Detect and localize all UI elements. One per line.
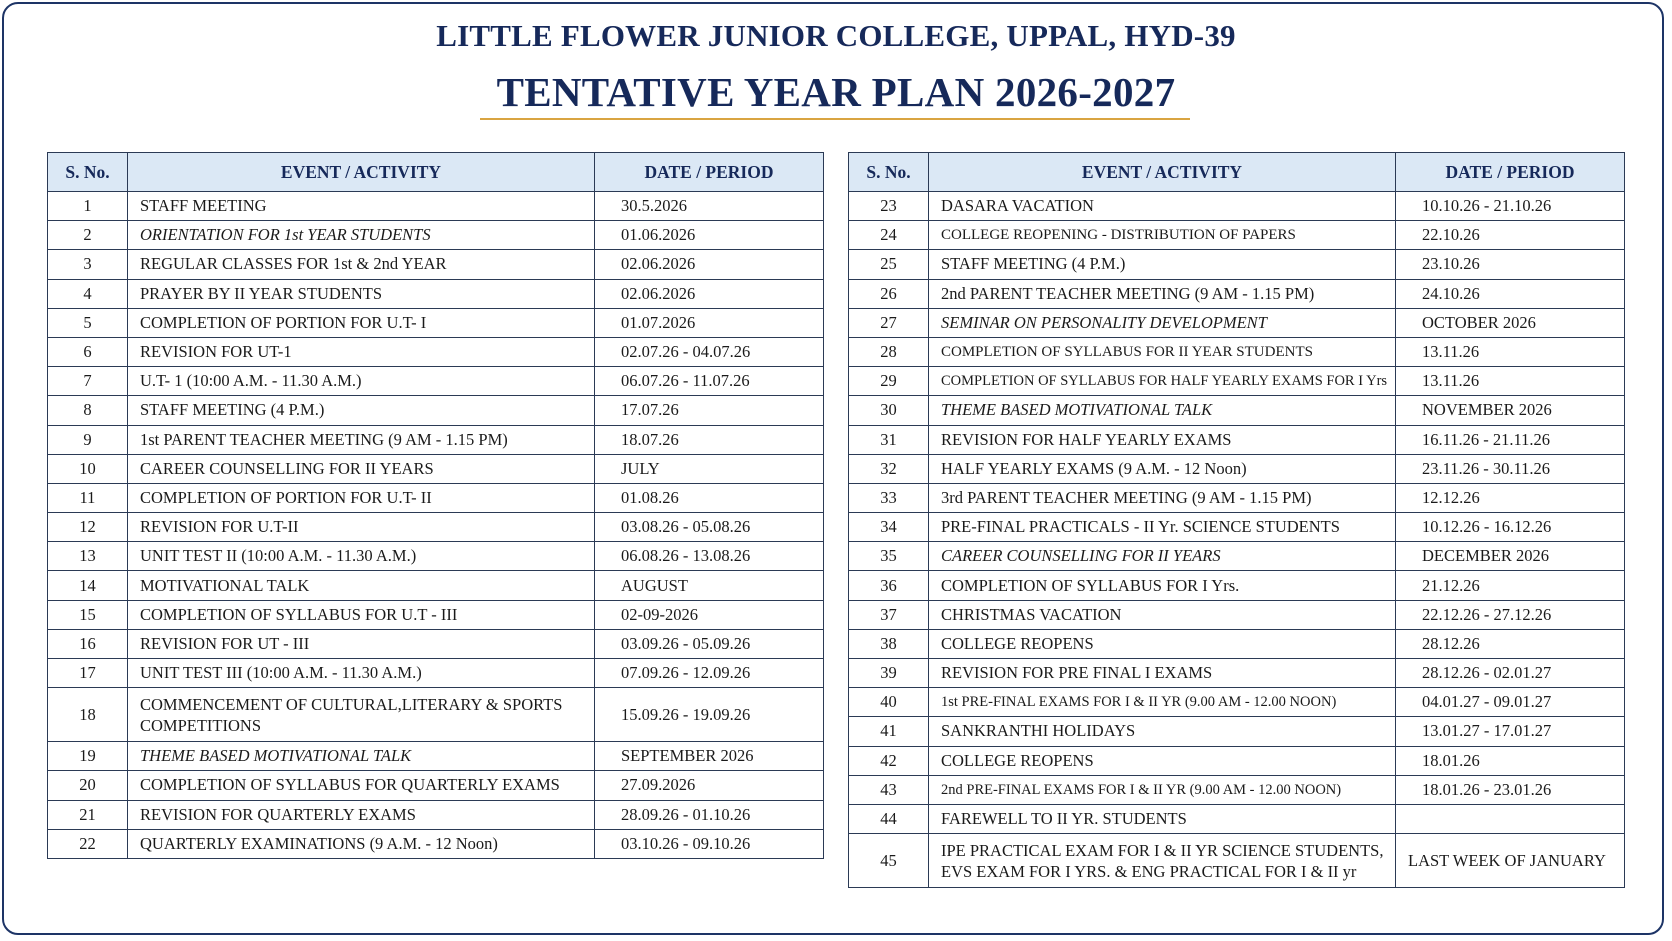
cell-event: COMPLETION OF SYLLABUS FOR HALF YEARLY EXAMS FOR I Yrs [929,367,1396,396]
cell-event: 1st PRE-FINAL EXAMS FOR I & II YR (9.00 AM - 12.00 NOON) [929,688,1396,717]
table-row [48,629,824,658]
cell-sno: 38 [849,629,929,658]
cell-sno: 39 [849,659,929,688]
cell-date: 15.09.26 - 19.09.26 [595,688,824,742]
cell-date: 06.07.26 - 11.07.26 [595,367,824,396]
cell-sno: 29 [849,367,929,396]
cell-sno: 42 [849,746,929,775]
page-title: TENTATIVE YEAR PLAN 2026-2027 [496,69,1176,115]
table-row [849,308,1625,337]
table-row [849,746,1625,775]
cell-date: 10.12.26 - 16.12.26 [1396,513,1625,542]
column-header-event: EVENT / ACTIVITY [128,153,595,192]
cell-event: FAREWELL TO II YR. STUDENTS [929,804,1396,833]
table-row [849,396,1625,425]
table-row [849,688,1625,717]
cell-event: STAFF MEETING (4 P.M.) [128,396,595,425]
cell-date: 01.06.2026 [595,221,824,250]
cell-sno: 30 [849,396,929,425]
table-row [48,279,824,308]
table-row [48,192,824,221]
cell-event: SEMINAR ON PERSONALITY DEVELOPMENT [929,308,1396,337]
table-row [849,659,1625,688]
table-row [849,221,1625,250]
cell-sno: 19 [48,742,128,771]
table-row [48,659,824,688]
cell-date: 06.08.26 - 13.08.26 [595,542,824,571]
cell-date: 02.07.26 - 04.07.26 [595,337,824,366]
cell-sno: 3 [48,250,128,279]
cell-event: COMMENCEMENT OF CULTURAL,LITERARY & SPORTS COMPETITIONS [128,688,595,742]
cell-event: CAREER COUNSELLING FOR II YEARS [929,542,1396,571]
cell-sno: 41 [849,717,929,746]
table-row [48,425,824,454]
cell-event: 2nd PRE-FINAL EXAMS FOR I & II YR (9.00 AM - 12.00 NOON) [929,775,1396,804]
cell-event: REVISION FOR QUARTERLY EXAMS [128,800,595,829]
cell-sno: 5 [48,308,128,337]
cell-event: CAREER COUNSELLING FOR II YEARS [128,454,595,483]
cell-date: 10.10.26 - 21.10.26 [1396,192,1625,221]
cell-sno: 10 [48,454,128,483]
cell-sno: 43 [849,775,929,804]
table-row [48,483,824,512]
year-plan-table-right [848,152,1625,888]
cell-sno: 2 [48,221,128,250]
year-plan-table-left [47,152,824,859]
cell-event: THEME BASED MOTIVATIONAL TALK [929,396,1396,425]
title-underline [480,118,1190,120]
cell-date: DECEMBER 2026 [1396,542,1625,571]
cell-event: IPE PRACTICAL EXAM FOR I & II YR SCIENCE STUDENTS, EVS EXAM FOR I YRS. & ENG PRACTICAL FOR I & II yr [929,834,1396,888]
table-row [849,717,1625,746]
table-row [849,542,1625,571]
cell-event: 1st PARENT TEACHER MEETING (9 AM - 1.15 PM) [128,425,595,454]
cell-event: HALF YEARLY EXAMS (9 A.M. - 12 Noon) [929,454,1396,483]
cell-event: COMPLETION OF PORTION FOR U.T- II [128,483,595,512]
cell-event: COLLEGE REOPENS [929,746,1396,775]
cell-date: 18.01.26 [1396,746,1625,775]
cell-date: 01.07.2026 [595,308,824,337]
table-row [849,454,1625,483]
cell-date: 21.12.26 [1396,571,1625,600]
cell-sno: 11 [48,483,128,512]
cell-date: 28.12.26 [1396,629,1625,658]
table-row [849,600,1625,629]
table-row [849,629,1625,658]
cell-event: COMPLETION OF PORTION FOR U.T- I [128,308,595,337]
cell-sno: 24 [849,221,929,250]
cell-event: U.T- 1 (10:00 A.M. - 11.30 A.M.) [128,367,595,396]
table-row [849,367,1625,396]
cell-sno: 21 [48,800,128,829]
cell-sno: 6 [48,337,128,366]
cell-event: REVISION FOR PRE FINAL I EXAMS [929,659,1396,688]
cell-date: 28.09.26 - 01.10.26 [595,800,824,829]
table-row [48,308,824,337]
cell-sno: 17 [48,659,128,688]
cell-sno: 27 [849,308,929,337]
cell-sno: 23 [849,192,929,221]
cell-sno: 25 [849,250,929,279]
cell-date: 02.06.2026 [595,250,824,279]
cell-date [1396,804,1625,833]
cell-sno: 4 [48,279,128,308]
table-row [48,542,824,571]
table-row [48,367,824,396]
table-row [48,688,824,742]
cell-date: AUGUST [595,571,824,600]
column-header-date: DATE / PERIOD [595,153,824,192]
table-row [48,250,824,279]
cell-sno: 14 [48,571,128,600]
cell-event: COLLEGE REOPENS [929,629,1396,658]
cell-event: COMPLETION OF SYLLABUS FOR II YEAR STUDENTS [929,337,1396,366]
table-row [48,396,824,425]
cell-sno: 7 [48,367,128,396]
cell-event: CHRISTMAS VACATION [929,600,1396,629]
table-row [849,192,1625,221]
cell-sno: 12 [48,513,128,542]
cell-sno: 8 [48,396,128,425]
cell-event: PRE-FINAL PRACTICALS - II Yr. SCIENCE STUDENTS [929,513,1396,542]
cell-sno: 44 [849,804,929,833]
table-row [849,483,1625,512]
table-row [48,742,824,771]
table-header-row [48,153,824,192]
cell-sno: 15 [48,600,128,629]
table-row [849,775,1625,804]
cell-event: STAFF MEETING (4 P.M.) [929,250,1396,279]
table-row [48,800,824,829]
cell-event: REVISION FOR U.T-II [128,513,595,542]
table-row [849,804,1625,833]
cell-date: 30.5.2026 [595,192,824,221]
table-row [48,571,824,600]
cell-date: 07.09.26 - 12.09.26 [595,659,824,688]
cell-sno: 28 [849,337,929,366]
cell-date: 01.08.26 [595,483,824,512]
cell-date: NOVEMBER 2026 [1396,396,1625,425]
table-row [48,454,824,483]
cell-date: 18.07.26 [595,425,824,454]
cell-date: 02.06.2026 [595,279,824,308]
cell-sno: 32 [849,454,929,483]
cell-event: 2nd PARENT TEACHER MEETING (9 AM - 1.15 PM) [929,279,1396,308]
cell-sno: 16 [48,629,128,658]
cell-sno: 40 [849,688,929,717]
cell-date: 12.12.26 [1396,483,1625,512]
cell-event: THEME BASED MOTIVATIONAL TALK [128,742,595,771]
cell-event: DASARA VACATION [929,192,1396,221]
cell-date: 22.12.26 - 27.12.26 [1396,600,1625,629]
cell-date: 13.11.26 [1396,337,1625,366]
table-row [849,279,1625,308]
cell-date: 18.01.26 - 23.01.26 [1396,775,1625,804]
cell-date: 17.07.26 [595,396,824,425]
table-row [849,513,1625,542]
cell-sno: 22 [48,829,128,858]
table-row [48,771,824,800]
cell-event: COMPLETION OF SYLLABUS FOR QUARTERLY EXAMS [128,771,595,800]
table-row [849,571,1625,600]
cell-event: QUARTERLY EXAMINATIONS (9 A.M. - 12 Noon) [128,829,595,858]
column-header-event: EVENT / ACTIVITY [929,153,1396,192]
cell-date: 03.10.26 - 09.10.26 [595,829,824,858]
cell-event: STAFF MEETING [128,192,595,221]
cell-date: JULY [595,454,824,483]
cell-sno: 33 [849,483,929,512]
cell-event: MOTIVATIONAL TALK [128,571,595,600]
cell-sno: 37 [849,600,929,629]
cell-event: ORIENTATION FOR 1st YEAR STUDENTS [128,221,595,250]
column-header-sno: S. No. [48,153,128,192]
table-row [849,337,1625,366]
cell-date: 16.11.26 - 21.11.26 [1396,425,1625,454]
cell-event: PRAYER BY II YEAR STUDENTS [128,279,595,308]
cell-event: REVISION FOR UT - III [128,629,595,658]
cell-sno: 20 [48,771,128,800]
cell-sno: 26 [849,279,929,308]
table-row [48,600,824,629]
cell-event: UNIT TEST III (10:00 A.M. - 11.30 A.M.) [128,659,595,688]
cell-sno: 1 [48,192,128,221]
cell-sno: 18 [48,688,128,742]
cell-event: SANKRANTHI HOLIDAYS [929,717,1396,746]
cell-date: 02-09-2026 [595,600,824,629]
cell-date: 03.08.26 - 05.08.26 [595,513,824,542]
cell-event: 3rd PARENT TEACHER MEETING (9 AM - 1.15 PM) [929,483,1396,512]
table-row [48,221,824,250]
table-row [48,829,824,858]
table-row [849,834,1625,888]
cell-date: LAST WEEK OF JANUARY [1396,834,1625,888]
cell-date: 03.09.26 - 05.09.26 [595,629,824,658]
cell-sno: 34 [849,513,929,542]
college-name: LITTLE FLOWER JUNIOR COLLEGE, UPPAL, HYD-39 [436,18,1236,53]
table-row [48,513,824,542]
cell-date: 13.11.26 [1396,367,1625,396]
table-row [849,250,1625,279]
cell-event: UNIT TEST II (10:00 A.M. - 11.30 A.M.) [128,542,595,571]
table-header-row [849,153,1625,192]
cell-sno: 45 [849,834,929,888]
cell-date: 22.10.26 [1396,221,1625,250]
table-row [849,425,1625,454]
cell-sno: 35 [849,542,929,571]
cell-event: COMPLETION OF SYLLABUS FOR U.T - III [128,600,595,629]
cell-event: COMPLETION OF SYLLABUS FOR I Yrs. [929,571,1396,600]
cell-sno: 36 [849,571,929,600]
cell-sno: 13 [48,542,128,571]
column-header-sno: S. No. [849,153,929,192]
column-header-date: DATE / PERIOD [1396,153,1625,192]
cell-date: 04.01.27 - 09.01.27 [1396,688,1625,717]
cell-date: 23.10.26 [1396,250,1625,279]
cell-event: REVISION FOR UT-1 [128,337,595,366]
cell-event: COLLEGE REOPENING - DISTRIBUTION OF PAPERS [929,221,1396,250]
cell-sno: 31 [849,425,929,454]
cell-date: 27.09.2026 [595,771,824,800]
cell-date: OCTOBER 2026 [1396,308,1625,337]
cell-date: 24.10.26 [1396,279,1625,308]
cell-sno: 9 [48,425,128,454]
table-row [48,337,824,366]
cell-date: 23.11.26 - 30.11.26 [1396,454,1625,483]
cell-date: SEPTEMBER 2026 [595,742,824,771]
cell-event: REGULAR CLASSES FOR 1st & 2nd YEAR [128,250,595,279]
cell-event: REVISION FOR HALF YEARLY EXAMS [929,425,1396,454]
cell-date: 13.01.27 - 17.01.27 [1396,717,1625,746]
cell-date: 28.12.26 - 02.01.27 [1396,659,1625,688]
